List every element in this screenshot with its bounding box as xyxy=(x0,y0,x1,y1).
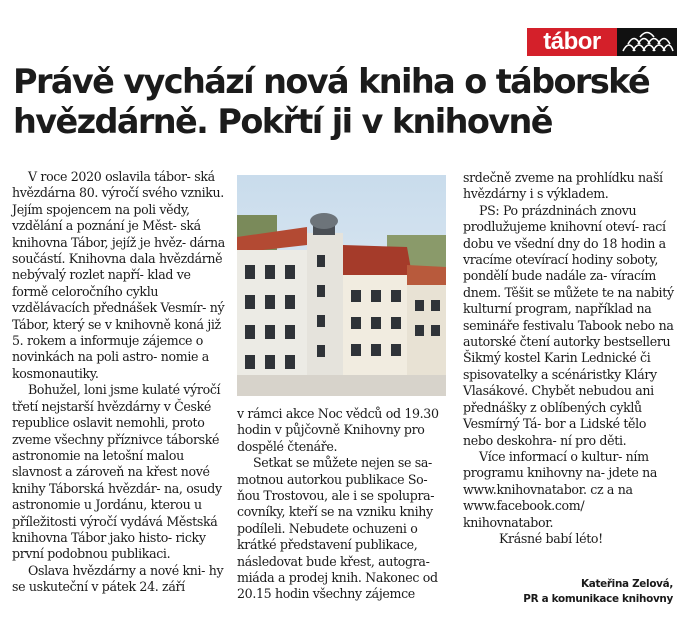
author-role: PR a komunikace knihovny xyxy=(523,592,673,605)
paragraph-7: PS: Po prázdninách znovu prodlužujeme knihovní oteví- rací dobu ve všední dny do 18 hodin a vracíme otevírací hodiny soboty, pondělí bude nadále za- víracím dnem. Těšit se můžete te na nabitý kulturní program, například na semináře festivalu Tabook nebo na autorské čtení autorky bestselleru Šikmý kostel Karin Lednické či spisovatelky a scénáristky Kláry Vlasákové. Chybět nebudou ani přednášky z oblíbených cyklů Vesmírný Tá- bor a Lidské tělo nebo deskohra- ní pro děti. xyxy=(463,202,674,448)
paragraph-6: srdečně zveme na prohlídku naší hvězdárny i s výkladem. xyxy=(463,170,663,202)
paragraph-3: Oslava hvězdárny a nové kni- hy se uskuteční v pátek 24. září xyxy=(12,562,224,595)
headline xyxy=(13,62,678,142)
author-signature xyxy=(480,577,673,606)
logo-mark-icon xyxy=(617,28,677,56)
paragraph-5: Setkat se můžete nejen se sa- motnou autorkou publikace So- ňou Trostovou, ale i se spolupra- covníky, kteří se na vzniku knihy podíleli. Nebudete ochuzeni o krátké představení publikace, následovat bude křest, autogra- miáda a prodej knih. Nakonec od 20.15 hodin všechny zájemce xyxy=(237,455,438,602)
article-column-3 xyxy=(463,170,675,547)
logo-text: tábor xyxy=(527,28,617,56)
closing-line: Krásné babí léto! xyxy=(499,530,603,546)
paragraph-1: V roce 2020 oslavila tábor- ská hvězdárna 80. výročí svého vzniku. Jejím spojencem na poli vědy, vzdělání a poznání je Měst- ská knihovna Tábor, jejíž je hvěz- dárna součástí. Knihovna dala hvězdárně nebývalý rozlet napří- klad ve formě celoročního cyklu vzdělávacích přednášek Vesmír- ný Tábor, který se v knihovně koná již 5. rokem a informuje zájemce o novinkách na poli astro- nomie a kosmonautiky. xyxy=(12,169,225,381)
paragraph-2: Bohužel, loni jsme kulaté výročí třetí nejstarší hvězdárny v České republice oslavit nemohli, proto zveme všechny příznivce táborské astronomie na letošní malou slavnost a zároveň na křest nové knihy Táborská hvězdár- na, osudy astronomie u Jordánu, kterou u příležitosti výročí vydává Městská knihovna Tábor jako histo- ricky první podobnou publikaci. xyxy=(12,382,222,562)
headline-line-1: Právě vychází nová kniha o táborské xyxy=(13,62,650,101)
building-photo-icon xyxy=(237,175,446,396)
headline-line-2: hvězdárně. Pokřtí ji v knihovně xyxy=(13,102,552,141)
library-building-photo xyxy=(237,175,446,396)
tabor-logo xyxy=(527,28,677,56)
article-column-2 xyxy=(237,406,453,603)
author-name: Kateřina Zelová, xyxy=(580,578,673,590)
paragraph-4: v rámci akce Noc vědců od 19.30 hodin v půjčovně Knihovny pro dospělé čtenáře. xyxy=(237,406,439,454)
paragraph-8: Více informací o kultur- ním programu knihovny na- jdete na www.knihovnatabor. cz a na www.facebook.com/ knihovnatabor. xyxy=(463,448,658,530)
article-column-1 xyxy=(12,169,227,596)
